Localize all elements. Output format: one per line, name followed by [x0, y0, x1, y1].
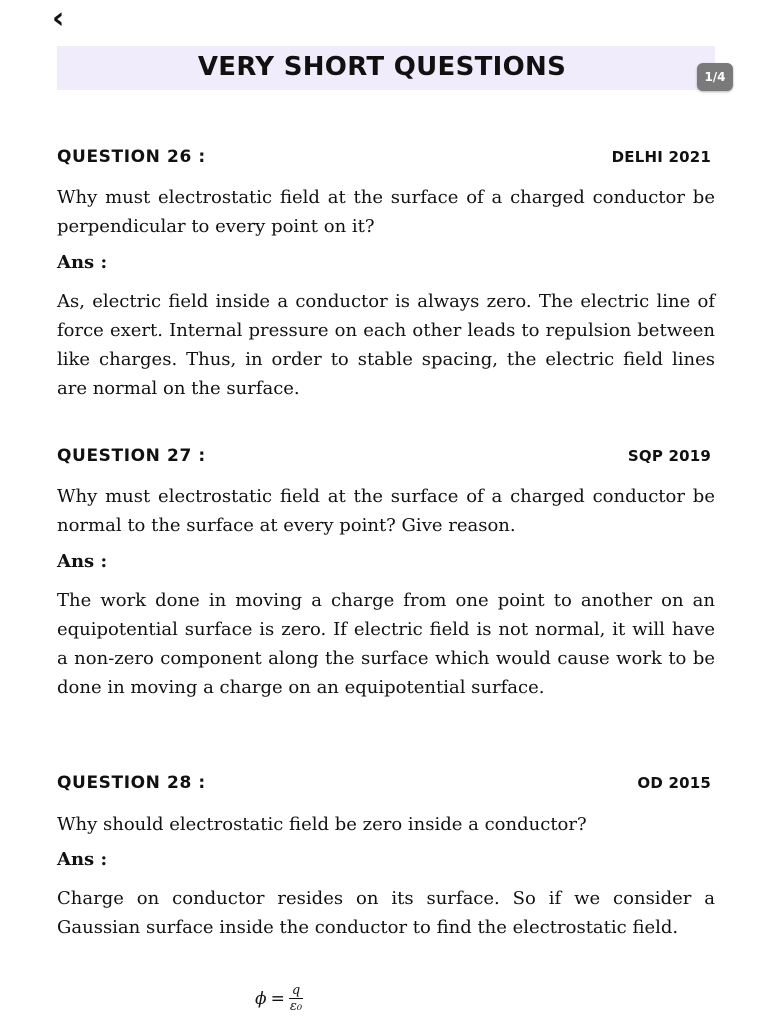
- answer-label: Ans :: [57, 849, 108, 870]
- question-number: QUESTION 28 :: [57, 773, 206, 793]
- formula-denominator: ε₀: [289, 999, 303, 1014]
- back-chevron-icon[interactable]: ‹: [52, 1, 65, 36]
- question-text: Why must electrostatic field at the surface of a charged conductor be normal to the surface at every point? Give reason.: [57, 486, 715, 536]
- formula-numerator: q: [289, 984, 303, 999]
- question-header: [57, 446, 711, 466]
- question-header: [57, 773, 711, 793]
- answer-label: Ans :: [57, 551, 108, 572]
- question-text: Why should electrostatic field be zero inside a conductor?: [57, 814, 587, 835]
- answer-text: The work done in moving a charge from one point to another on an equipotential surface is zero. If electric field is not normal, it will have a non-zero component along the surface which would cause work to be done in moving a charge on an equipotential surface.: [57, 590, 715, 698]
- formula-fraction: [289, 984, 303, 1014]
- answer-label: Ans :: [57, 252, 108, 273]
- question-source: SQP 2019: [627, 447, 711, 465]
- question-text: Why must electrostatic field at the surface of a charged conductor be perpendicular to every point on it?: [57, 187, 715, 237]
- answer-text: As, electric field inside a conductor is always zero. The electric line of force exert. Internal pressure on each other leads to repulsion between like charges. Thus, in order to stable spacing, the electric field lines are normal on the surface.: [57, 291, 715, 399]
- formula-lhs: ϕ: [255, 989, 267, 1009]
- question-number: QUESTION 26 :: [57, 147, 206, 167]
- question-source: OD 2015: [637, 774, 711, 792]
- formula-equals: =: [270, 989, 285, 1009]
- gauss-law-formula: [255, 984, 303, 1014]
- page-title: VERY SHORT QUESTIONS: [197, 52, 567, 82]
- question-header: [57, 147, 711, 167]
- question-number: QUESTION 27 :: [57, 446, 206, 466]
- page-indicator-badge: 1/4: [697, 63, 733, 91]
- answer-text: Charge on conductor resides on its surface. So if we consider a Gaussian surface inside the conductor to find the electrostatic field.: [57, 888, 715, 938]
- question-source: DELHI 2021: [611, 148, 711, 166]
